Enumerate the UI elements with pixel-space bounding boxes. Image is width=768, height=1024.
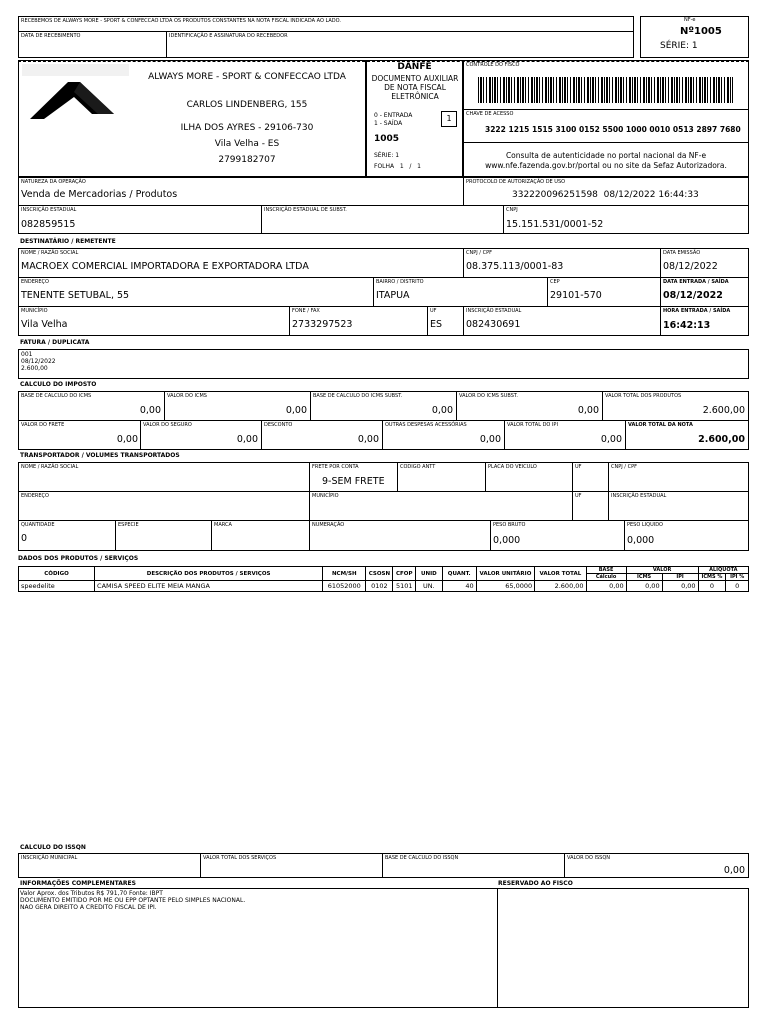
danfe-number: 1005 — [374, 134, 400, 144]
tax-ipi-total-label: VALOR TOTAL DO IPI — [507, 422, 558, 428]
freight-value: 9-SEM FRETE — [322, 476, 385, 487]
row-desc: CAMISA SPEED ELITE MEIA MANGA — [95, 581, 323, 592]
tax-insurance: 0,00 — [236, 434, 258, 445]
cnpj-value: 15.151.531/0001-52 — [506, 219, 604, 230]
table-row — [19, 581, 749, 592]
nfe-label: NF-e — [684, 17, 696, 23]
tax-note-total-label: VALOR TOTAL DA NOTA — [628, 422, 693, 428]
tax-other-label: OUTRAS DESPESAS ACESSÓRIAS — [385, 422, 467, 428]
issqn-value: 0,00 — [723, 865, 745, 876]
issqn-base-label: BASE DE CALCULO DO ISSQN — [385, 855, 459, 861]
inout-label: DATA ENTRADA / SAÍDA — [663, 279, 729, 285]
recipient-phone: 2733297523 — [292, 319, 353, 330]
tax-note-total: 2.600,00 — [698, 434, 745, 445]
invoice-line-3: 2.600,00 — [21, 365, 48, 372]
nature-label: NATUREZA DA OPERAÇÃO — [21, 179, 86, 185]
tax-insurance-label: VALOR DO SEGURO — [143, 422, 192, 428]
receipt-sign-label: IDENTIFICAÇÃO E ASSINATURA DO RECEBEDOR — [169, 33, 288, 39]
tax-products-total: 2.600,00 — [702, 405, 745, 416]
antt-label: CODIGO ANTT — [400, 464, 436, 470]
recipient-cnpj: 08.375.113/0001-83 — [466, 261, 564, 272]
row-a-icms: 0 — [698, 581, 726, 592]
recipient-uf-label: UF — [430, 308, 437, 314]
recipient-address: TENENTE SETUBAL, 55 — [21, 290, 130, 301]
col-a-icms: ICMS % — [698, 574, 726, 581]
transport-section-title: TRANSPORTADOR / VOLUMES TRANSPORTADOS — [20, 452, 180, 459]
recipient-address-label: ENDEREÇO — [21, 279, 49, 285]
col-qty: QUANT. — [442, 567, 476, 581]
danfe-title: DANFE — [397, 62, 432, 72]
tax-icms-st: 0,00 — [577, 405, 599, 416]
hour-label: HORA ENTRADA / SAÍDA — [663, 308, 731, 314]
tax-ipi-total: 0,00 — [600, 434, 622, 445]
emission-label: DATA EMISSÃO — [663, 250, 701, 256]
tax-base-icms-label: BASE DE CALCULO DO ICMS — [21, 393, 92, 399]
tax-icms-label: VALOR DO ICMS — [167, 393, 207, 399]
complementary-line-1: Valor Aprox. dos Tributos R$ 791,70 Fonte: IBPT — [20, 890, 163, 897]
invoice-line-2: 08/12/2022 — [21, 358, 56, 365]
col-desc: DESCRIÇÃO DOS PRODUTOS / SERVIÇOS — [95, 567, 323, 581]
freight-label: FRETE POR CONTA — [312, 464, 359, 470]
emitter-street: CARLOS LINDENBERG, 155 — [186, 100, 308, 110]
row-code: speedelite — [19, 581, 95, 592]
recipient-uf: ES — [430, 319, 443, 330]
invoice-section-title: FATURA / DUPLICATA — [20, 339, 90, 346]
row-v-ipi: 0,00 — [662, 581, 698, 592]
recipient-cep-label: CEP — [550, 279, 560, 285]
inout-value: 08/12/2022 — [663, 290, 723, 301]
issqn-services-label: VALOR TOTAL DOS SERVIÇOS — [203, 855, 277, 861]
invoice-line-1: 001 — [21, 351, 33, 358]
col-ncm: NCM/SH — [323, 567, 366, 581]
row-qty: 40 — [442, 581, 476, 592]
recipient-ie: 082430691 — [466, 319, 521, 330]
products-section-title: DADOS DOS PRODUTOS / SERVIÇOS — [18, 555, 139, 562]
danfe-series: SÉRIE: 1 — [374, 152, 400, 159]
issqn-im-label: INSCRIÇÃO MUNICIPAL — [21, 855, 78, 861]
ie-value: 082859515 — [21, 219, 76, 230]
col-calc: Cálculo — [586, 574, 626, 581]
row-ncm: 61052000 — [323, 581, 366, 592]
emitter-phone: 2799182707 — [218, 155, 276, 165]
recipient-phone-label: FONE / FAX — [292, 308, 320, 314]
transport-cnpj-label: CNPJ / CPF — [611, 464, 637, 470]
species-label: ESPECIE — [118, 522, 139, 528]
tax-icms-st-label: VALOR DO ICMS SUBST. — [459, 393, 518, 399]
danfe-saida: 1 - SAÍDA — [374, 120, 403, 127]
numbering-label: NUMERAÇÃO — [312, 522, 345, 528]
nature-value: Venda de Mercadorias / Produtos — [21, 189, 178, 200]
ie-st-label: INSCRIÇÃO ESTADUAL DE SUBST. — [264, 207, 347, 213]
tax-freight: 0,00 — [116, 434, 138, 445]
nfe-number: Nº1005 — [680, 26, 722, 37]
recipient-cnpj-label: CNPJ / CPF — [466, 250, 492, 256]
tax-base-icms: 0,00 — [139, 405, 161, 416]
complementary-section-title: INFORMAÇÕES COMPLEMENTARES — [20, 880, 136, 887]
access-key-label: CHAVE DE ACESSO — [466, 111, 514, 117]
transport-ie-label: INSCRIÇÃO ESTADUAL — [611, 493, 667, 499]
tax-base-icms-st-label: BASE DE CALCULO DO ICMS SUBST. — [313, 393, 403, 399]
col-csosn: CSOSN — [366, 567, 393, 581]
emitter-name: ALWAYS MORE - SPORT & CONFECCAO LTDA — [148, 72, 346, 82]
recipient-section-title: DESTINATÁRIO / REMETENTE — [20, 238, 116, 245]
issqn-value-label: VALOR DO ISSQN — [567, 855, 611, 861]
col-code: CÓDIGO — [19, 567, 95, 581]
row-v-icms: 0,00 — [626, 581, 662, 592]
tax-discount-label: DESCONTO — [264, 422, 293, 428]
row-total: 2.600,00 — [535, 581, 586, 592]
recipient-ie-label: INSCRIÇÃO ESTADUAL — [466, 308, 522, 314]
reserved-box — [497, 888, 749, 1008]
tax-base-icms-st: 0,00 — [431, 405, 453, 416]
hour-value: 16:42:13 — [663, 320, 711, 331]
col-v-ipi: IPI — [662, 574, 698, 581]
tax-products-total-label: VALOR TOTAL DOS PRODUTOS — [605, 393, 682, 399]
recipient-district: ITAPUA — [376, 290, 410, 301]
recipient-city-label: MUNICÍPIO — [21, 308, 48, 314]
col-unit-value: VALOR UNITÁRIO — [476, 567, 535, 581]
tax-section-title: CALCULO DO IMPOSTO — [20, 381, 97, 388]
recipient-cep: 29101-570 — [550, 290, 602, 301]
col-base: BASE — [586, 567, 626, 574]
receipt-statement: RECEBEMOS DE ALWAYS MORE - SPORT & CONFECCAO LTDA OS PRODUTOS CONSTANTES NA NOTA FISCAL INDICADA AO LADO. — [21, 18, 341, 24]
access-key-barcode — [478, 77, 733, 103]
qty-value: 0 — [21, 533, 28, 544]
recipient-name-label: NOME / RAZÃO SOCIAL — [21, 250, 79, 256]
transport-uf-label: UF — [575, 464, 582, 470]
danfe-entrada: 0 - ENTRADA — [374, 112, 413, 119]
danfe-folha: FOLHA 1 / 1 — [374, 163, 421, 170]
complementary-line-2: DOCUMENTO EMITIDO POR ME OU EPP OPTANTE PELO SIMPLES NACIONAL. — [20, 897, 246, 904]
emission-value: 08/12/2022 — [663, 261, 718, 272]
fisco-consult: Consulta de autenticidade no portal nacional da NF-e www.nfe.fazenda.gov.br/portal ou no site da Sefaz Autorizadora. — [485, 151, 727, 170]
emitter-city: Vila Velha - ES — [214, 139, 280, 149]
invoice-box — [18, 349, 749, 379]
company-logo — [22, 64, 129, 171]
nfe-series: SÉRIE: 1 — [660, 41, 698, 51]
tax-freight-label: VALOR DO FRETE — [21, 422, 65, 428]
col-valor: VALOR — [626, 567, 698, 574]
col-aliquota: ALIQUOTA — [698, 567, 748, 574]
reserved-section-title: RESERVADO AO FISCO — [498, 880, 573, 887]
tax-icms: 0,00 — [285, 405, 307, 416]
ie-label: INSCRIÇÃO ESTADUAL — [21, 207, 77, 213]
products-header-row-1 — [19, 567, 749, 574]
issqn-section-title: CALCULO DO ISSQN — [20, 844, 86, 851]
row-base: 0,00 — [586, 581, 626, 592]
brand-label: MARCA — [214, 522, 232, 528]
danfe-subtitle: DOCUMENTO AUXILIAR DE NOTA FISCAL ELETRÔNICA — [371, 74, 459, 101]
col-cfop: CFOP — [393, 567, 416, 581]
emitter-district: ILHA DOS AYRES - 29106-730 — [180, 123, 314, 133]
products-table — [18, 566, 749, 592]
row-unit-value: 65,0000 — [476, 581, 535, 592]
danfe-type: 1 — [446, 114, 452, 123]
row-csosn: 0102 — [366, 581, 393, 592]
row-unit: UN. — [416, 581, 443, 592]
qty-label: QUANTIDADE — [21, 522, 55, 528]
tax-other: 0,00 — [479, 434, 501, 445]
row-a-ipi: 0 — [726, 581, 749, 592]
transport-name-label: NOME / RAZÃO SOCIAL — [21, 464, 79, 470]
transport-city-label: MUNICÍPIO — [312, 493, 339, 499]
protocol-value: 332220096251598 08/12/2022 16:44:33 — [512, 190, 699, 200]
col-a-ipi: IPI % — [726, 574, 749, 581]
gross-weight-label: PESO BRUTO — [493, 522, 526, 528]
recipient-district-label: BAIRRO / DISTRITO — [376, 279, 424, 285]
recipient-name: MACROEX COMERCIAL IMPORTADORA E EXPORTADORA LTDA — [21, 261, 309, 272]
access-key: 3222 1215 1515 3100 0152 5500 1000 0010 0513 2897 7680 — [485, 125, 741, 134]
net-weight-label: PESO LIQUIDO — [627, 522, 663, 528]
cnpj-label: CNPJ — [506, 207, 518, 213]
tax-discount: 0,00 — [357, 434, 379, 445]
net-weight: 0,000 — [627, 535, 655, 546]
transport-uf2-label: UF — [575, 493, 582, 499]
complementary-line-3: NAO GERA DIREITO A CREDITO FISCAL DE IPI. — [20, 904, 157, 911]
col-unit: UNID — [416, 567, 443, 581]
row-cfop: 5101 — [393, 581, 416, 592]
col-total: VALOR TOTAL — [535, 567, 586, 581]
gross-weight: 0,000 — [493, 535, 521, 546]
receipt-date-label: DATA DE RECEBIMENTO — [21, 33, 81, 39]
col-v-icms: ICMS — [626, 574, 662, 581]
recipient-city: Vila Velha — [21, 319, 68, 330]
plate-label: PLACA DO VEICULO — [488, 464, 537, 470]
fisco-control-label: CONTROLE DO FISCO — [466, 62, 520, 68]
protocol-label: PROTOCOLO DE AUTORIZAÇÃO DE USO — [466, 179, 566, 185]
transport-address-label: ENDEREÇO — [21, 493, 49, 499]
